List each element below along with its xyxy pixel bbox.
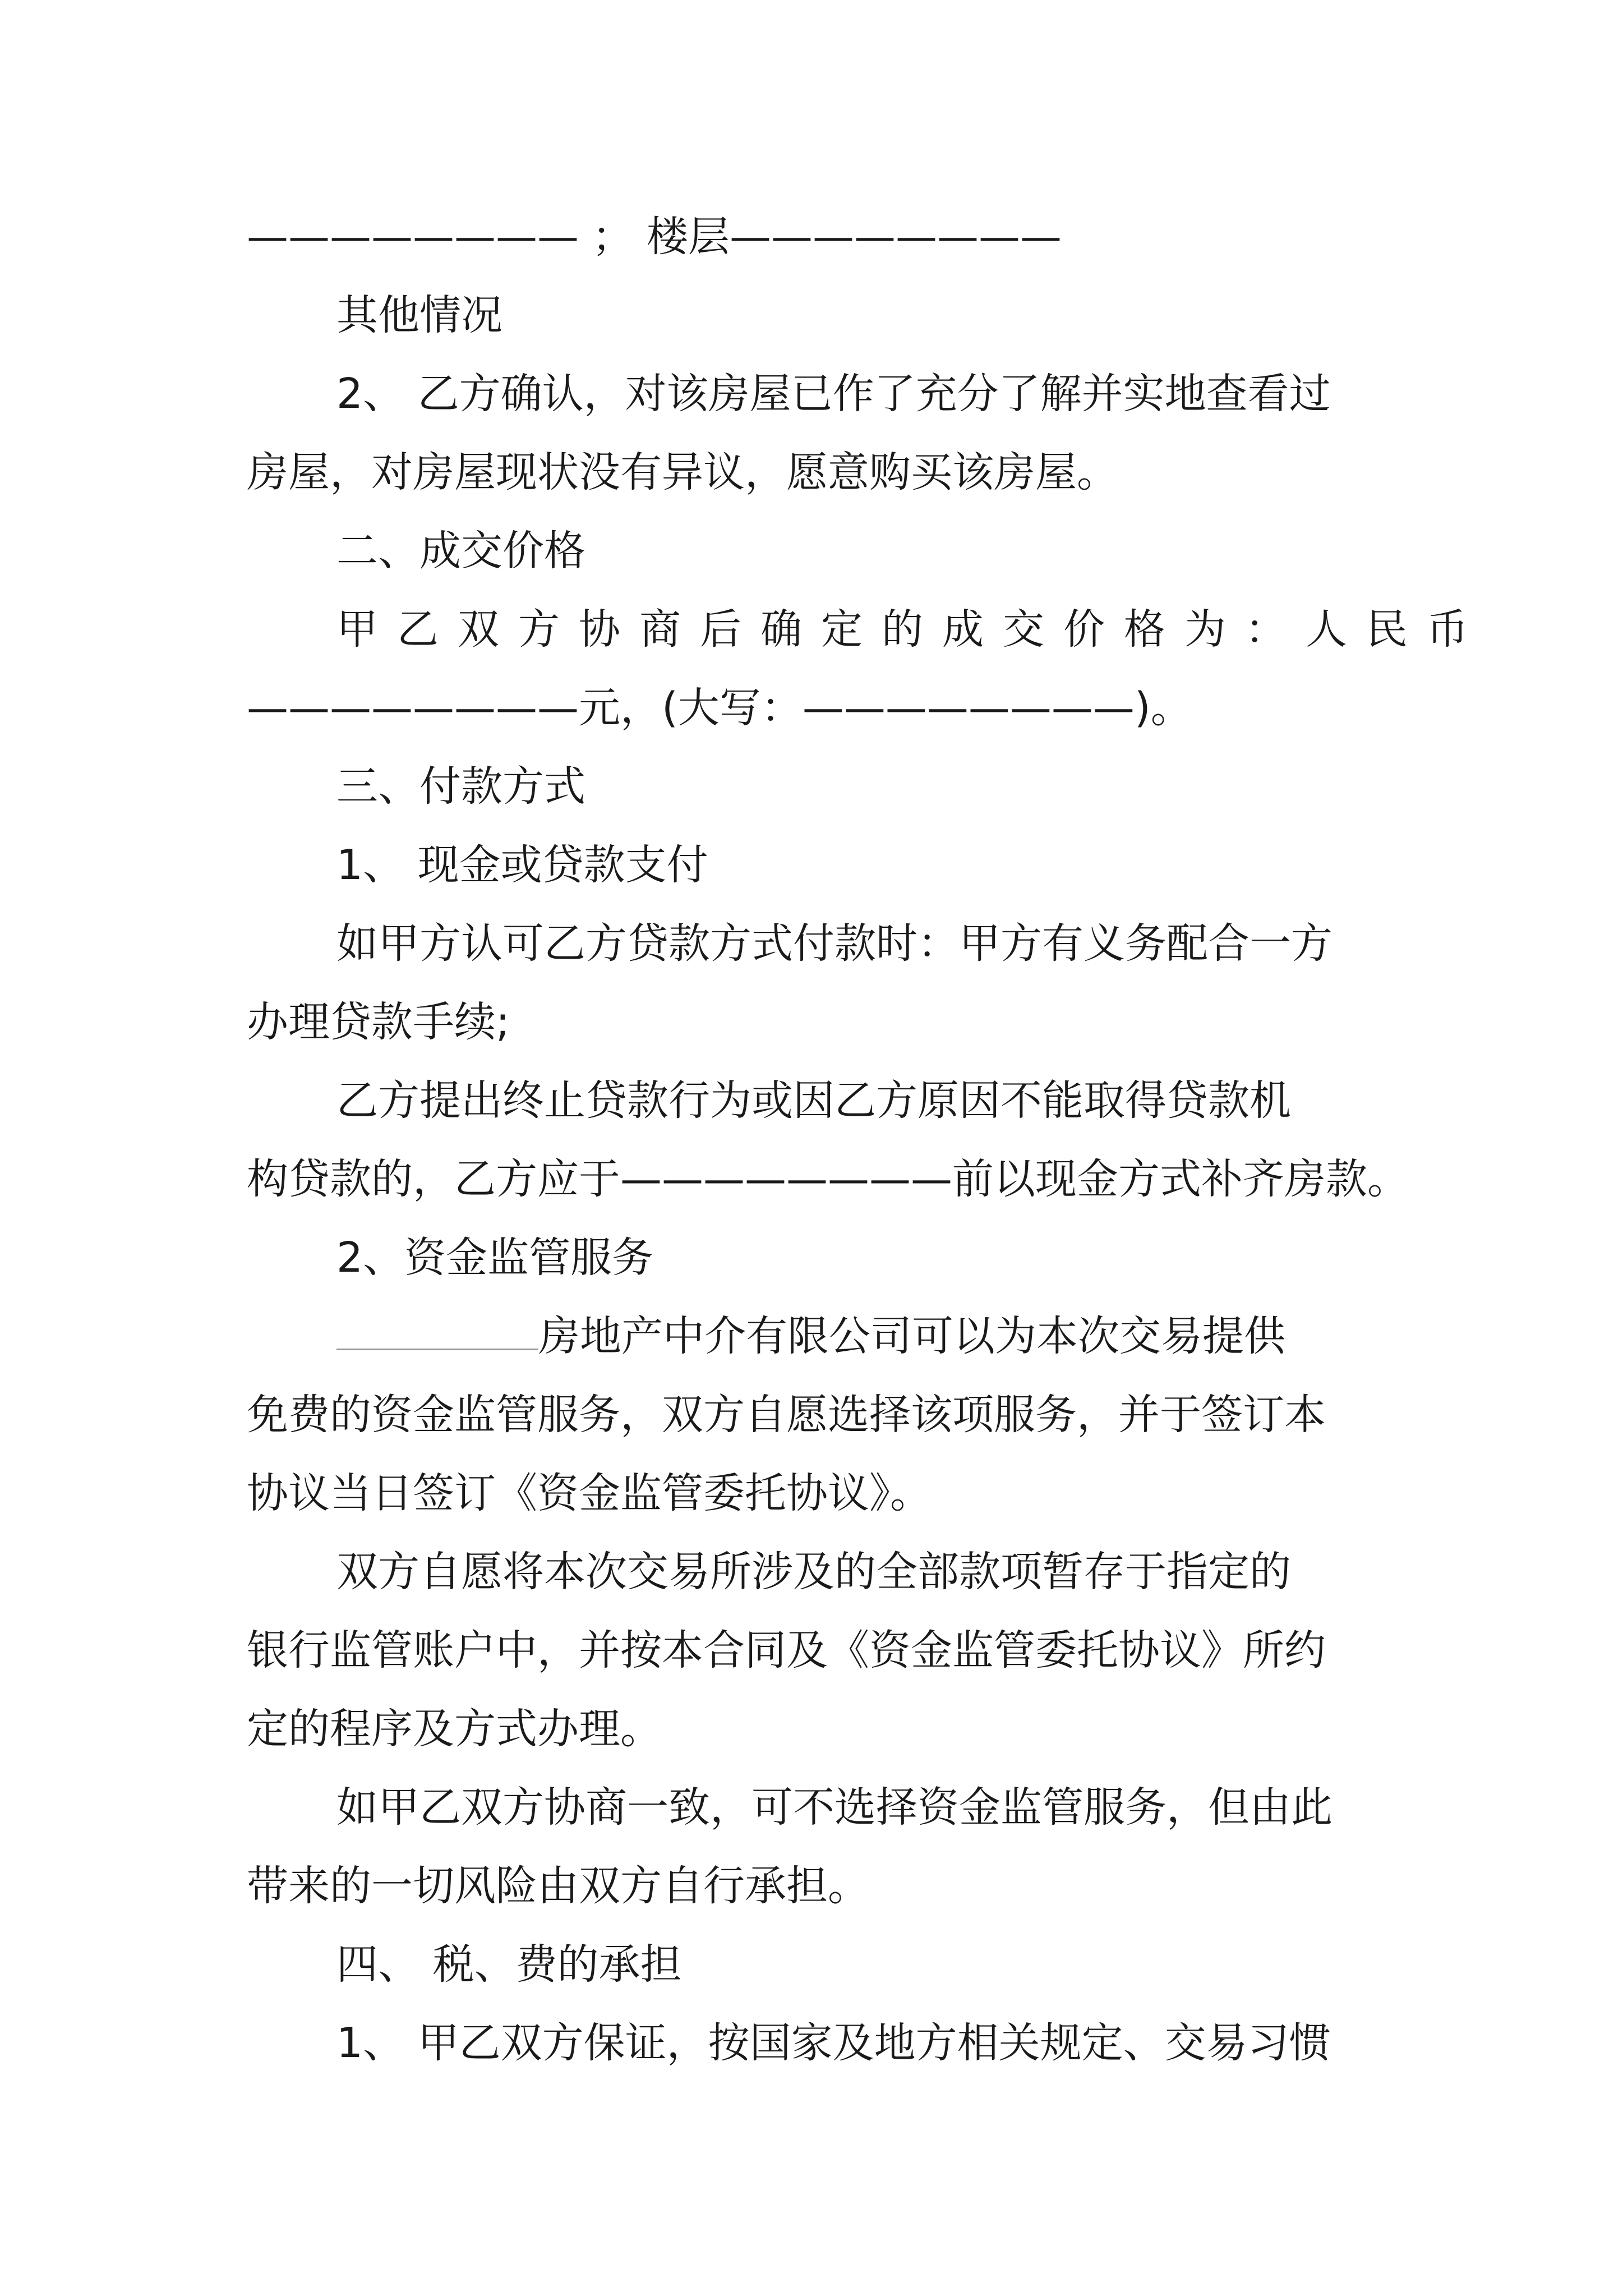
- section-heading-payment: 三、付款方式: [336, 762, 585, 811]
- subsection-heading: 1、 现金或贷款支付: [336, 841, 708, 889]
- blank-underline: [336, 1315, 538, 1350]
- section-heading-price: 二、成交价格: [336, 527, 585, 575]
- clause-text: 1、 甲乙双方保证，按国家及地方相关规定、交易习惯: [336, 2019, 1331, 2067]
- clause-text: 2、 乙方确认，对该房屋已作了充分了解并实地查看过: [336, 370, 1331, 418]
- clause-text: 定的程序及方式办理。: [247, 1705, 662, 1753]
- clause-text: 办理贷款手续;: [247, 998, 510, 1046]
- clause-text: 如甲乙双方协商一致，可不选择资金监管服务，但由此: [336, 1783, 1332, 1832]
- clause-text: 免费的资金监管服务，双方自愿选择该项服务，并于签订本: [247, 1391, 1326, 1439]
- subsection-heading: 2、资金监管服务: [336, 1234, 654, 1282]
- clause-text: 甲乙双方协商后确定的成交价格为：人民币: [336, 605, 1487, 654]
- clause-text: 带来的一切风险由双方自行承担。: [247, 1862, 869, 1910]
- clause-text: 房屋，对房屋现状没有异议，愿意购买该房屋。: [247, 448, 1118, 496]
- clause-text: 构贷款的，乙方应于————————前以现金方式补齐房款。: [247, 1155, 1409, 1203]
- escrow-company-line: [336, 1303, 1285, 1370]
- clause-text: 如甲方认可乙方贷款方式付款时：甲方有义务配合一方: [336, 919, 1332, 968]
- clause-text: 房地产中介有限公司可以为本次交易提供: [538, 1312, 1285, 1360]
- other-situation-label: 其他情况: [336, 291, 502, 339]
- clause-text: 协议当日签订《资金监管委托协议》。: [247, 1469, 932, 1517]
- clause-text: 乙方提出终止贷款行为或因乙方原因不能取得贷款机: [336, 1076, 1291, 1125]
- section-heading-taxes: 四、 税、费的承担: [336, 1940, 682, 1989]
- clause-text: 双方自愿将本次交易所涉及的全部款项暂存于指定的: [336, 1548, 1291, 1596]
- clause-text: 银行监管账户中，并按本合同及《资金监管委托协议》所约: [247, 1626, 1326, 1674]
- price-amount-line: ————————元，(大写：————————)。: [247, 684, 1192, 732]
- floor-line: ———————— ； 楼层————————: [247, 213, 1062, 261]
